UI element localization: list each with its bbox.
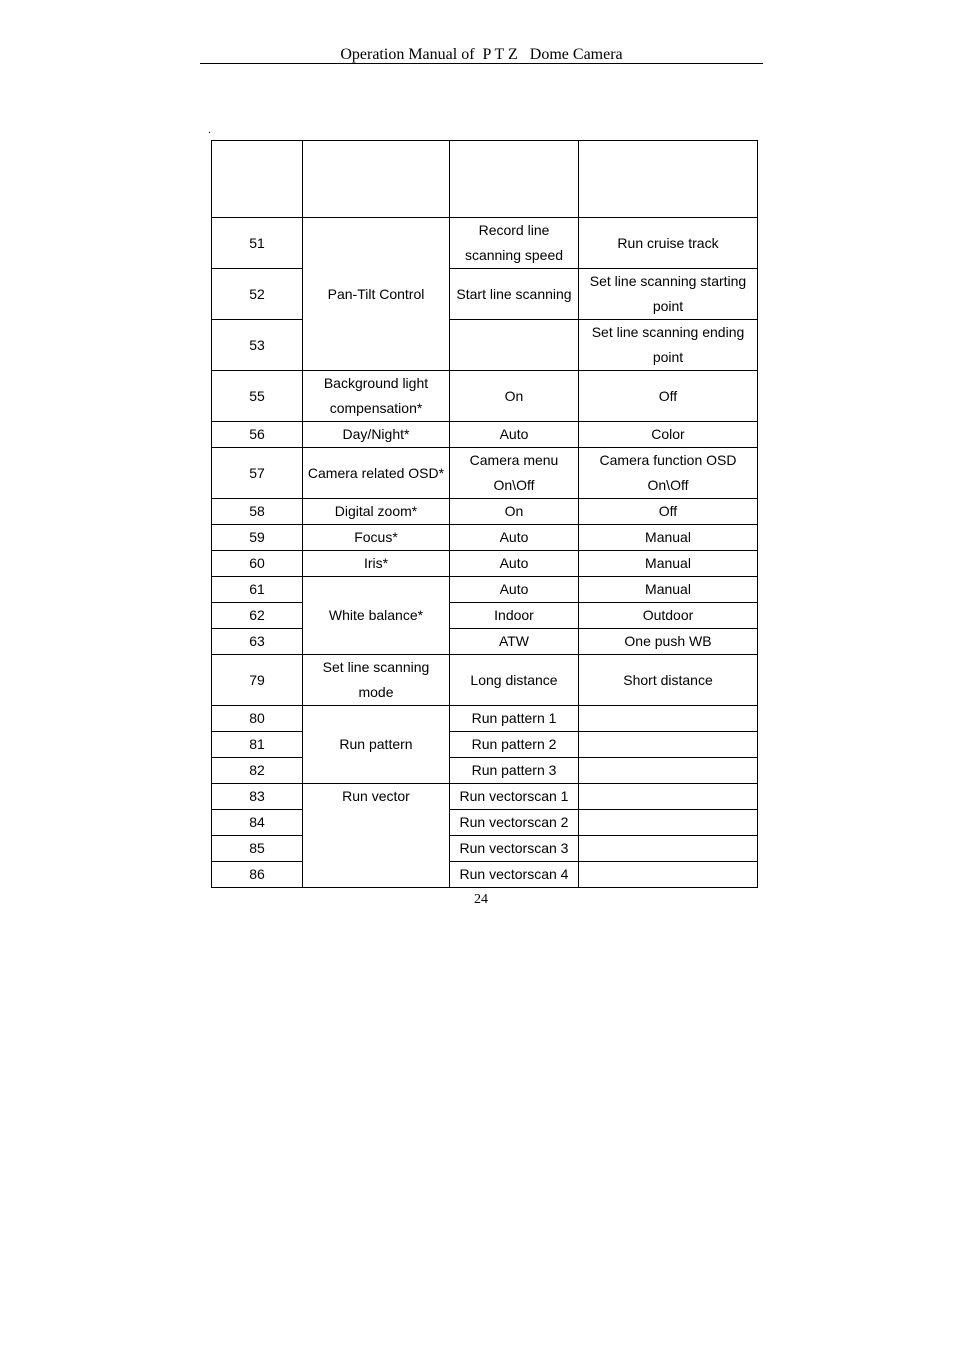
- param2-cell: Manual: [579, 551, 758, 577]
- param2-cell: [579, 784, 758, 810]
- param2-cell: [579, 732, 758, 758]
- code-cell: 62: [212, 603, 303, 629]
- function-cell: Pan-Tilt Control: [303, 218, 450, 371]
- table-row: [212, 320, 758, 371]
- header-cell: [579, 141, 758, 218]
- param1-cell: Run pattern 2: [450, 732, 579, 758]
- header-cell: [450, 141, 579, 218]
- code-cell: 82: [212, 758, 303, 784]
- code-cell: 80: [212, 706, 303, 732]
- table-row: [212, 422, 758, 448]
- code-cell: 86: [212, 862, 303, 888]
- param1-cell: Start line scanning: [450, 269, 579, 320]
- code-cell: 61: [212, 577, 303, 603]
- function-cell: Focus*: [303, 525, 450, 551]
- function-cell: Set line scanning mode: [303, 655, 450, 706]
- table-row: [212, 448, 758, 499]
- code-cell: 58: [212, 499, 303, 525]
- table-row: [212, 810, 758, 836]
- code-cell: 85: [212, 836, 303, 862]
- function-cell: Run vector: [303, 784, 450, 888]
- param2-cell: [579, 706, 758, 732]
- code-cell: 53: [212, 320, 303, 371]
- param1-cell: ATW: [450, 629, 579, 655]
- param2-cell: [579, 836, 758, 862]
- function-cell: Iris*: [303, 551, 450, 577]
- table-row: [212, 525, 758, 551]
- table-row: [212, 577, 758, 603]
- param1-cell: Record line scanning speed: [450, 218, 579, 269]
- function-cell: Camera related OSD*: [303, 448, 450, 499]
- param2-cell: Manual: [579, 525, 758, 551]
- param2-cell: [579, 758, 758, 784]
- param2-cell: Set line scanning starting point: [579, 269, 758, 320]
- table-row: [212, 784, 758, 810]
- table-row: [212, 732, 758, 758]
- code-cell: 79: [212, 655, 303, 706]
- param1-cell: Auto: [450, 551, 579, 577]
- param2-cell: Off: [579, 371, 758, 422]
- code-cell: 57: [212, 448, 303, 499]
- param1-cell: [450, 320, 579, 371]
- param2-cell: Color: [579, 422, 758, 448]
- table-row: [212, 706, 758, 732]
- code-cell: 52: [212, 269, 303, 320]
- param1-cell: Auto: [450, 577, 579, 603]
- table-row: [212, 499, 758, 525]
- param1-cell: Run pattern 1: [450, 706, 579, 732]
- bullet-mark: .: [208, 122, 211, 136]
- table-row: [212, 862, 758, 888]
- param2-cell: Short distance: [579, 655, 758, 706]
- function-cell: Background light compensation*: [303, 371, 450, 422]
- table-header-row: [212, 141, 758, 218]
- param1-cell: Auto: [450, 525, 579, 551]
- table-row: [212, 758, 758, 784]
- param1-cell: Indoor: [450, 603, 579, 629]
- code-cell: 51: [212, 218, 303, 269]
- param1-cell: On: [450, 499, 579, 525]
- code-cell: 60: [212, 551, 303, 577]
- param1-cell: Run vectorscan 4: [450, 862, 579, 888]
- param2-cell: Manual: [579, 577, 758, 603]
- table-row: [212, 629, 758, 655]
- code-cell: 83: [212, 784, 303, 810]
- function-cell: White balance*: [303, 577, 450, 655]
- param1-cell: Run vectorscan 2: [450, 810, 579, 836]
- code-cell: 63: [212, 629, 303, 655]
- param2-cell: [579, 810, 758, 836]
- table-row: [212, 551, 758, 577]
- param1-cell: On: [450, 371, 579, 422]
- code-cell: 55: [212, 371, 303, 422]
- code-cell: 56: [212, 422, 303, 448]
- page-number: 24: [474, 892, 488, 907]
- header-cell: [303, 141, 450, 218]
- param1-cell: Run vectorscan 1: [450, 784, 579, 810]
- table-row: [212, 371, 758, 422]
- page-header: Operation Manual of P T Z Dome Camera: [200, 46, 763, 64]
- param1-cell: Run vectorscan 3: [450, 836, 579, 862]
- table-row: [212, 218, 758, 269]
- param2-cell: [579, 862, 758, 888]
- param2-cell: Camera function OSD On\Off: [579, 448, 758, 499]
- function-cell: Run pattern: [303, 706, 450, 784]
- command-table: [211, 140, 758, 888]
- code-cell: 59: [212, 525, 303, 551]
- code-cell: 84: [212, 810, 303, 836]
- table-row: [212, 836, 758, 862]
- table-row: [212, 603, 758, 629]
- param1-cell: Run pattern 3: [450, 758, 579, 784]
- table-row: [212, 269, 758, 320]
- param1-cell: Auto: [450, 422, 579, 448]
- param2-cell: One push WB: [579, 629, 758, 655]
- code-cell: 81: [212, 732, 303, 758]
- param2-cell: Run cruise track: [579, 218, 758, 269]
- function-cell: Day/Night*: [303, 422, 450, 448]
- table-row: [212, 655, 758, 706]
- param2-cell: Outdoor: [579, 603, 758, 629]
- param1-cell: Long distance: [450, 655, 579, 706]
- param2-cell: Off: [579, 499, 758, 525]
- param2-cell: Set line scanning ending point: [579, 320, 758, 371]
- param1-cell: Camera menu On\Off: [450, 448, 579, 499]
- header-cell: [212, 141, 303, 218]
- function-cell: Digital zoom*: [303, 499, 450, 525]
